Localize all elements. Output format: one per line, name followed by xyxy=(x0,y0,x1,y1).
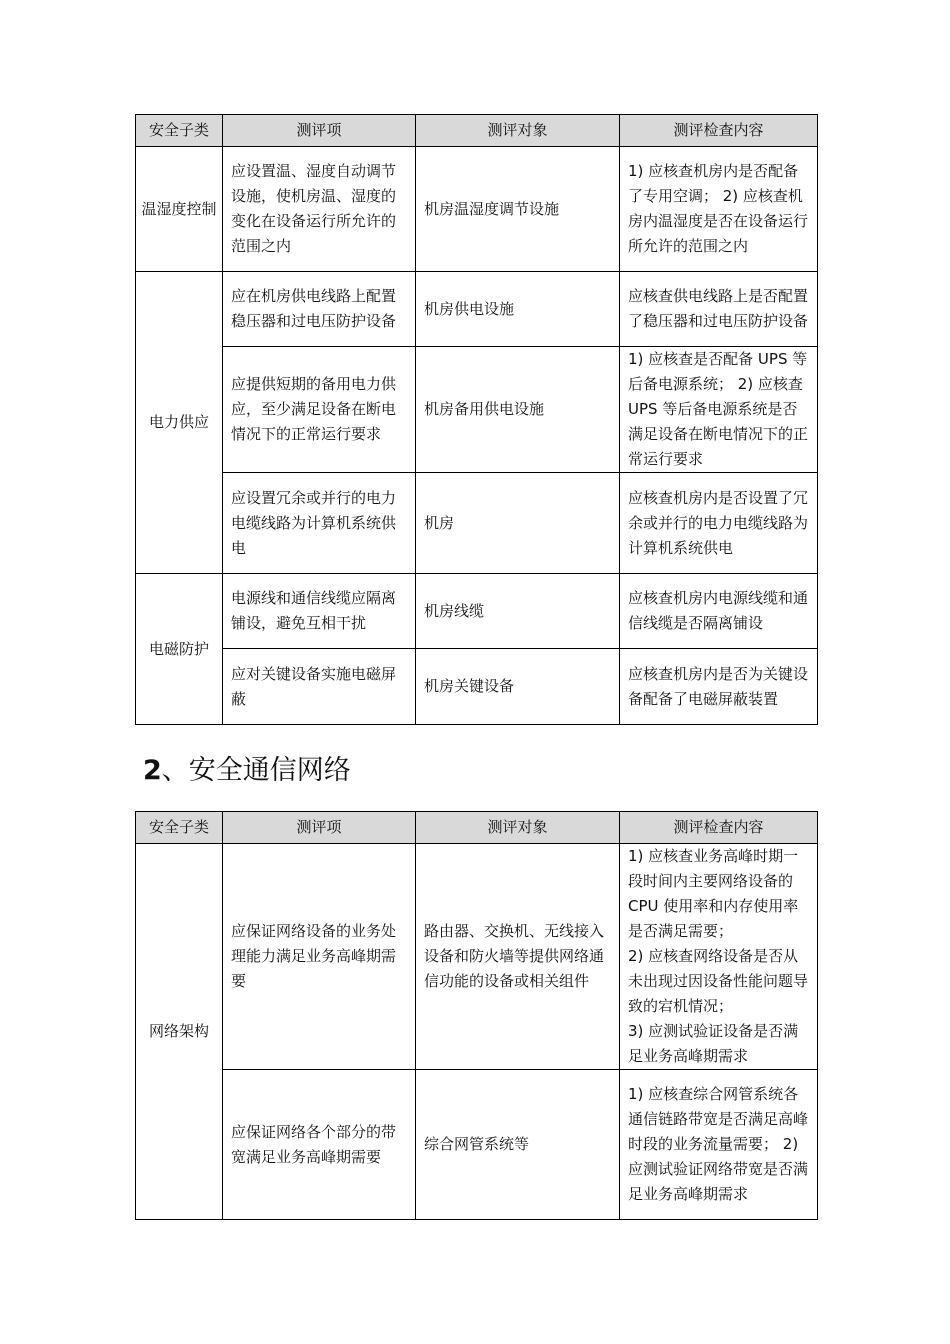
item-cell: 应提供短期的备用电力供应，至少满足设备在断电情况下的正常运行要求 xyxy=(223,347,416,473)
section-title: 、安全通信网络 xyxy=(161,755,351,786)
check-cell: 应核查机房内电源线缆和通信线缆是否隔离铺设 xyxy=(620,574,818,649)
header-object: 测评对象 xyxy=(416,812,620,844)
item-cell: 电源线和通信线缆应隔离铺设，避免互相干扰 xyxy=(223,574,416,649)
item-cell: 应设置温、湿度自动调节设施，使机房温、湿度的变化在设备运行所允许的范围之内 xyxy=(223,147,416,272)
section-number: 2 xyxy=(143,755,162,786)
check-cell: 1) 应核查综合网管系统各通信链路带宽是否满足高峰时段的业务流量需要； 2) 应测试验证网络带宽是否满足业务高峰期需求 xyxy=(620,1070,818,1220)
object-cell: 机房线缆 xyxy=(416,574,620,649)
check-cell: 应核查供电线路上是否配置了稳压器和过电压防护设备 xyxy=(620,272,818,347)
table-row xyxy=(136,147,818,272)
check-cell: 1) 应核查业务高峰时期一段时间内主要网络设备的 CPU 使用率和内存使用率是否满足需要； 2) 应核查网络设备是否从未出现过因设备性能问题导致的宕机情况； 3) 应测试验证设备是否满足业务高峰期需求 xyxy=(620,844,818,1070)
item-cell: 应对关键设备实施电磁屏蔽 xyxy=(223,649,416,725)
item-cell: 应保证网络设备的业务处理能力满足业务高峰期需要 xyxy=(223,844,416,1070)
table-header-row xyxy=(136,812,818,844)
object-cell: 机房供电设施 xyxy=(416,272,620,347)
table-row xyxy=(136,574,818,649)
item-cell: 应在机房供电线路上配置稳压器和过电压防护设备 xyxy=(223,272,416,347)
header-item: 测评项 xyxy=(223,115,416,147)
item-cell: 应设置冗余或并行的电力电缆线路为计算机系统供电 xyxy=(223,473,416,574)
table-row xyxy=(136,649,818,725)
check-cell: 应核查机房内是否为关键设备配备了电磁屏蔽装置 xyxy=(620,649,818,725)
table-row xyxy=(136,1070,818,1220)
header-item: 测评项 xyxy=(223,812,416,844)
object-cell: 路由器、交换机、无线接入设备和防火墙等提供网络通信功能的设备或相关组件 xyxy=(416,844,620,1070)
section-heading xyxy=(143,748,351,787)
header-check: 测评检查内容 xyxy=(620,812,818,844)
header-subcategory: 安全子类 xyxy=(136,812,223,844)
table-row xyxy=(136,347,818,473)
physical-security-table xyxy=(135,114,818,725)
header-object: 测评对象 xyxy=(416,115,620,147)
item-cell: 应保证网络各个部分的带宽满足业务高峰期需要 xyxy=(223,1070,416,1220)
table-row xyxy=(136,473,818,574)
table-header-row xyxy=(136,115,818,147)
check-cell: 应核查机房内是否设置了冗余或并行的电力电缆线路为计算机系统供电 xyxy=(620,473,818,574)
header-check: 测评检查内容 xyxy=(620,115,818,147)
table-row xyxy=(136,844,818,1070)
header-subcategory: 安全子类 xyxy=(136,115,223,147)
subcategory-cell: 电力供应 xyxy=(136,272,223,574)
object-cell: 机房 xyxy=(416,473,620,574)
table-row xyxy=(136,272,818,347)
subcategory-cell: 电磁防护 xyxy=(136,574,223,725)
object-cell: 机房温湿度调节设施 xyxy=(416,147,620,272)
communication-network-table xyxy=(135,811,818,1220)
subcategory-cell: 温湿度控制 xyxy=(136,147,223,272)
object-cell: 机房备用供电设施 xyxy=(416,347,620,473)
object-cell: 机房关键设备 xyxy=(416,649,620,725)
subcategory-cell: 网络架构 xyxy=(136,844,223,1220)
check-cell: 1) 应核查机房内是否配备了专用空调； 2) 应核查机房内温湿度是否在设备运行所允许的范围之内 xyxy=(620,147,818,272)
object-cell: 综合网管系统等 xyxy=(416,1070,620,1220)
check-cell: 1) 应核查是否配备 UPS 等后备电源系统； 2) 应核查 UPS 等后备电源系统是否满足设备在断电情况下的正常运行要求 xyxy=(620,347,818,473)
